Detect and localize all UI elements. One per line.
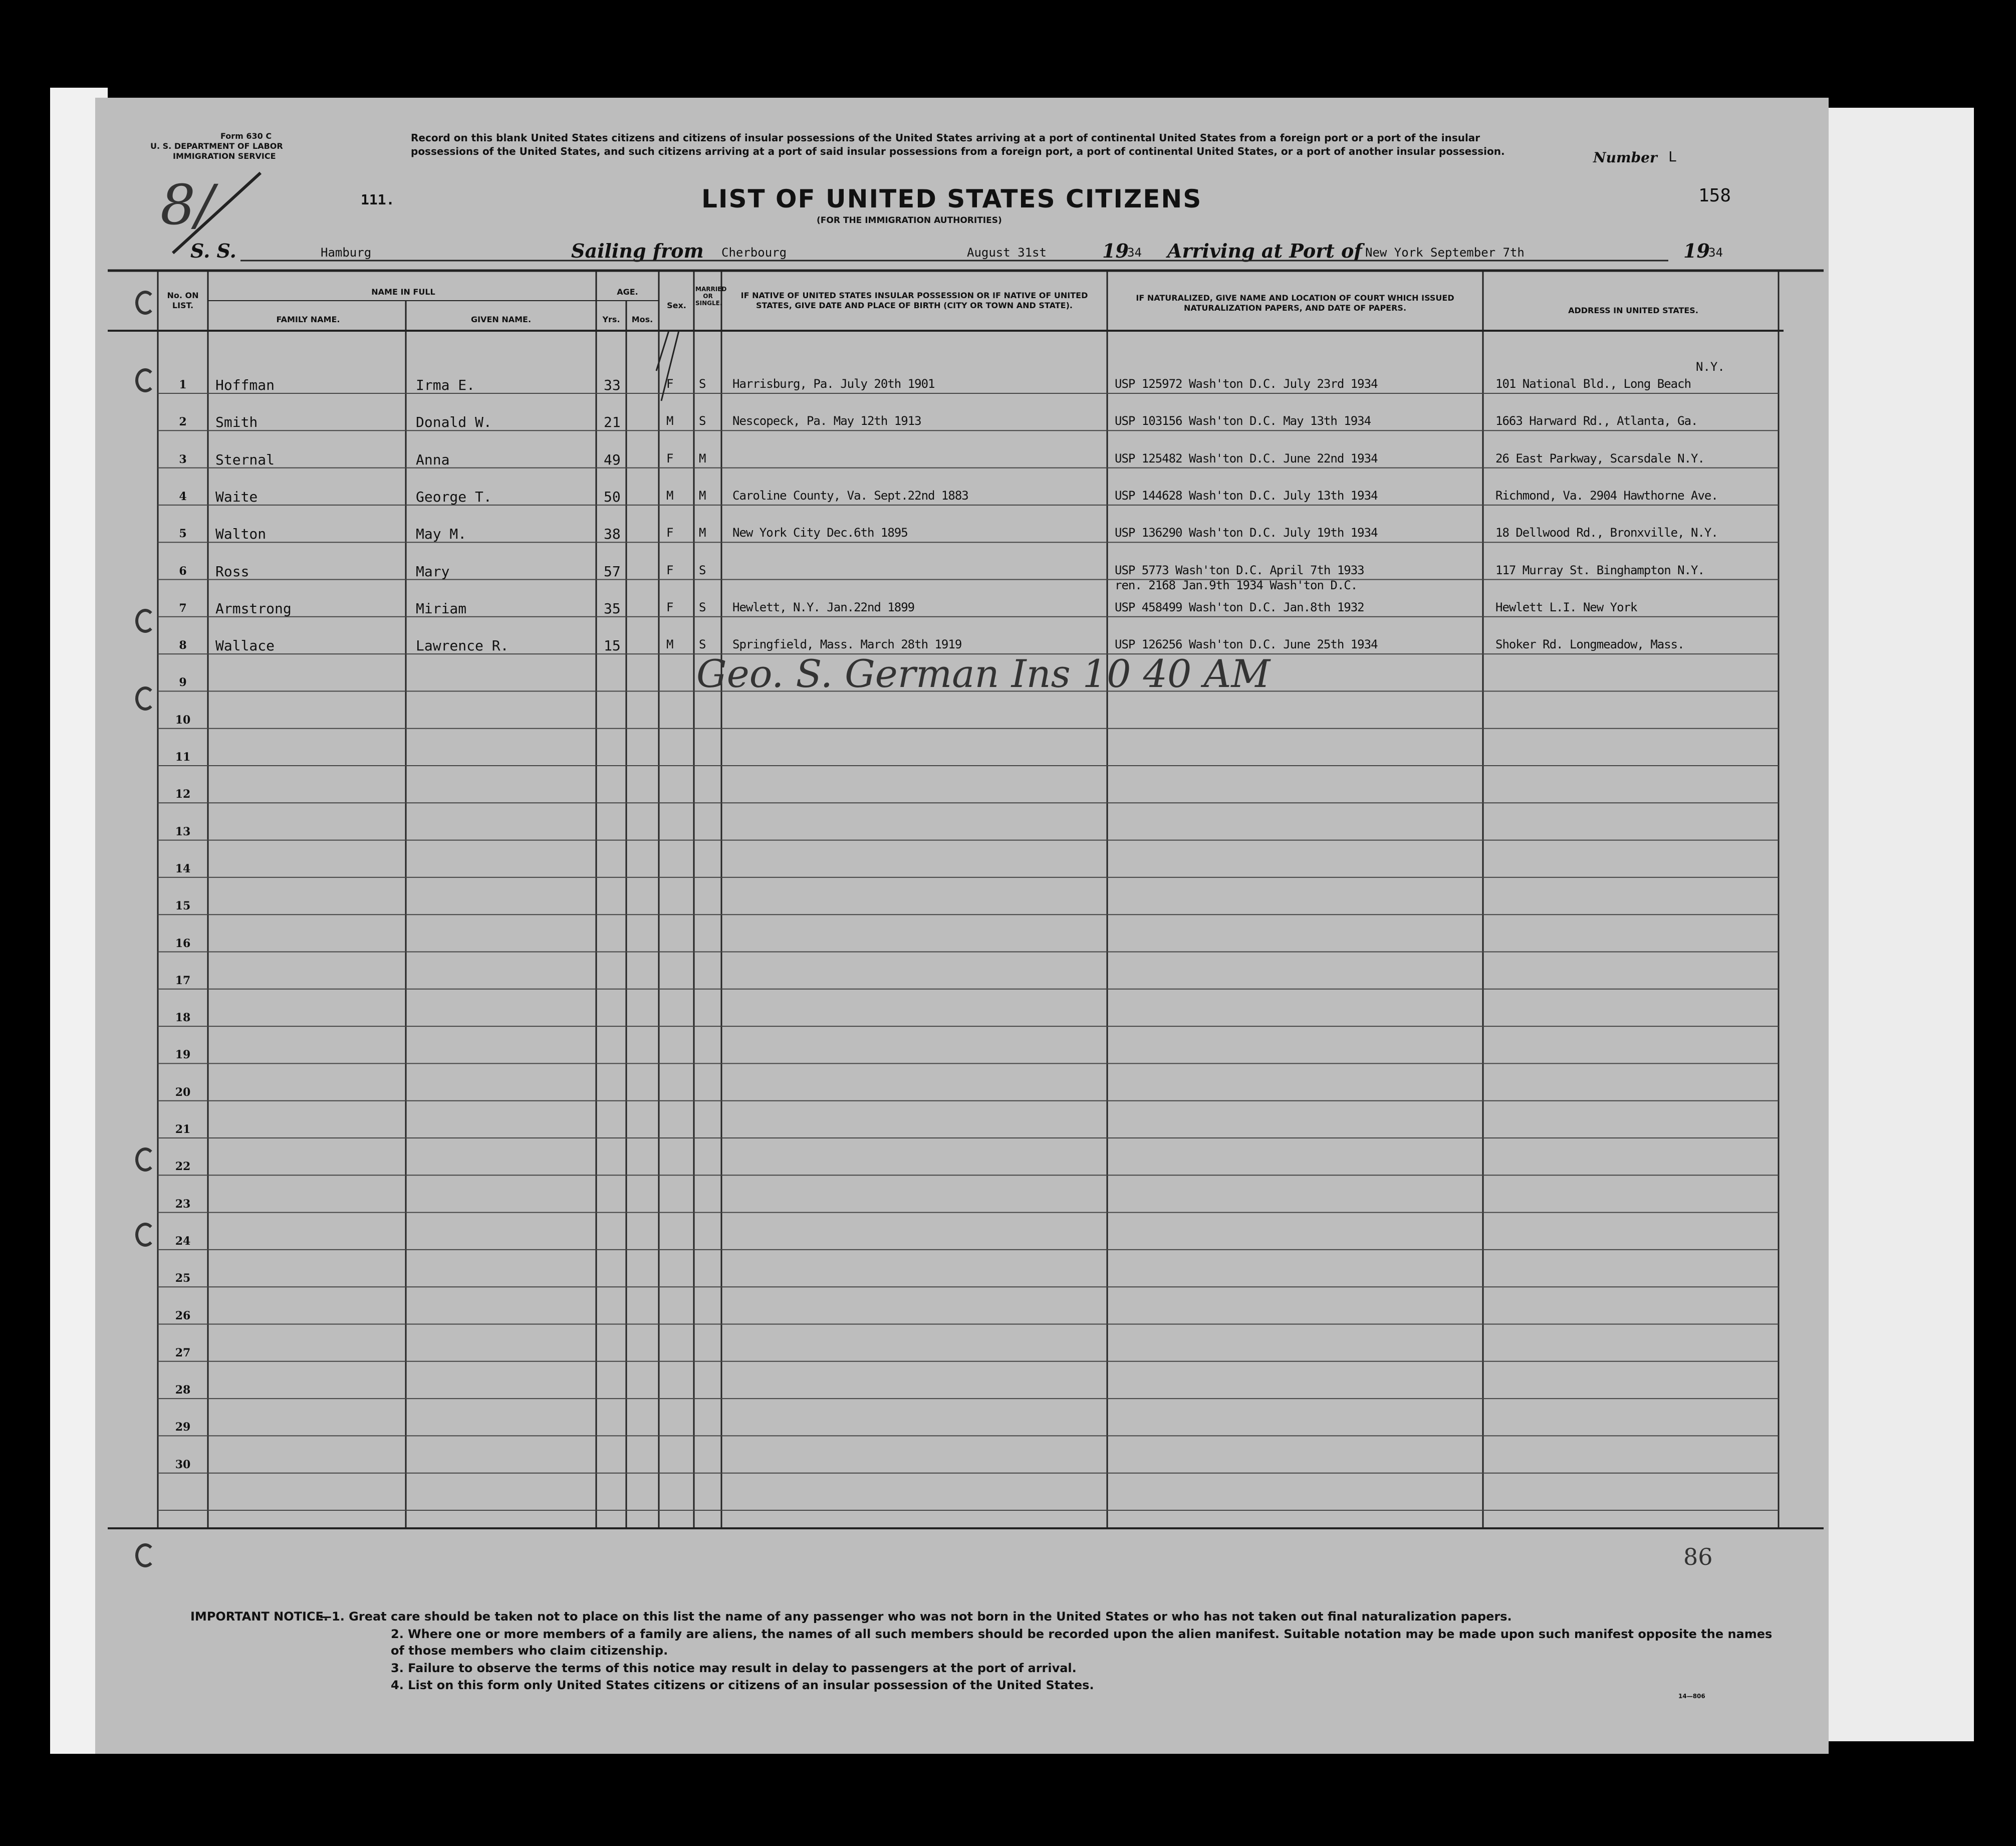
year-prefix: 19 (1102, 240, 1129, 262)
row-number: 3 (179, 452, 187, 466)
given-name-cell: Anna (416, 451, 450, 468)
col-naturalized: IF NATURALIZED, GIVE NAME AND LOCATION OF COURT WHICH ISSUED NATURALIZATION PAPERS, AND DATE OF PAPERS. (1136, 293, 1454, 313)
birthplace-cell: Caroline County, Va. Sept.22nd 1883 (732, 488, 968, 503)
folio-number: 86 (1683, 1543, 1713, 1570)
row-number: 13 (175, 825, 191, 838)
sex-cell: M (666, 414, 674, 428)
family-name-cell: Armstrong (215, 600, 292, 617)
row-number: 9 (179, 676, 187, 689)
col-yrs: Yrs. (602, 315, 620, 324)
address-cell: 26 East Parkway, Scarsdale N.Y. (1495, 451, 1704, 466)
year-suffix: 34 (1127, 246, 1142, 260)
birthplace-cell: Springfield, Mass. March 28th 1919 (732, 637, 962, 652)
col-birth: IF NATIVE OF UNITED STATES INSULAR POSSESSION OR IF NATIVE OF UNITED STATES, GIVE DATE AND PLACE OF BIRTH (CITY OR TOWN AND STATE). (740, 291, 1088, 310)
age-cell: 21 (604, 414, 621, 431)
family-name-cell: Hoffman (215, 377, 275, 393)
row-number: 14 (175, 862, 191, 875)
birthplace-cell: Nescopeck, Pa. May 12th 1913 (732, 414, 921, 428)
col-name-in-full: NAME IN FULL (371, 287, 435, 297)
family-name-cell: Smith (215, 414, 258, 431)
marital-status-cell: S (699, 637, 706, 652)
sailing-from-label: Sailing from (571, 240, 704, 262)
arriving-label: Arriving at Port of (1167, 240, 1362, 262)
row-number: 27 (175, 1346, 191, 1359)
birthplace-cell: New York City Dec.6th 1895 (732, 526, 908, 540)
number-label: Number (1593, 149, 1657, 166)
arrival-year-prefix: 19 (1683, 240, 1710, 262)
naturalization-cell: USP 125972 Wash'ton D.C. July 23rd 1934 (1115, 377, 1378, 391)
row-number: 7 (179, 601, 187, 615)
family-name-cell: Walton (215, 526, 267, 543)
given-name-cell: Irma E. (416, 377, 475, 393)
family-name-cell: Wallace (215, 637, 275, 654)
intro-text: Record on this blank United States citizens and citizens of insular possessions of the United States arriving at a port of continental United States from a foreign port or a port of the insular possessions of the United States, and such citizens arriving at a port of said insular possessions from a foreign port, a port of continental United States, or a port of another insular possession. (411, 132, 1505, 157)
department: U. S. DEPARTMENT OF LABOR (150, 141, 283, 151)
row-number: 21 (175, 1123, 191, 1136)
given-name-cell: Lawrence R. (416, 637, 509, 654)
pen-stroke-icon (173, 173, 261, 253)
address-cell: 18 Dellwood Rd., Bronxville, N.Y. (1495, 526, 1718, 540)
row-number: 22 (175, 1160, 191, 1174)
sailing-from: Cherbourg (721, 246, 787, 260)
notice-item-4: 4. List on this form only United States citizens or citizens of an insular possession of the United States. (391, 1678, 1094, 1692)
naturalization-cell: USP 458499 Wash'ton D.C. Jan.8th 1932 (1115, 600, 1364, 614)
marital-status-cell: S (699, 414, 706, 428)
col-no: No. ON LIST. (167, 291, 199, 310)
inspector-signature: Geo. S. German Ins 10 40 AM (696, 651, 1271, 696)
row-number: 28 (175, 1383, 191, 1397)
row-number: 4 (179, 490, 187, 503)
notice-heading: IMPORTANT NOTICE. (190, 1609, 329, 1624)
row-number: 2 (179, 415, 187, 429)
row-number: 30 (175, 1458, 191, 1471)
row-number: 16 (175, 937, 191, 950)
col-family-name: FAMILY NAME. (276, 315, 340, 324)
page-number: 158 (1698, 185, 1731, 206)
notice-item-3: 3. Failure to observe the terms of this notice may result in delay to passengers at the port of arrival. (391, 1661, 1077, 1675)
ship-name: Hamburg (321, 246, 372, 260)
naturalization-cell: USP 125482 Wash'ton D.C. June 22nd 1934 (1115, 451, 1378, 466)
number-value: L (1668, 148, 1677, 165)
row-number: 8 (179, 639, 187, 652)
row-number: 18 (175, 1011, 191, 1025)
age-cell: 57 (604, 563, 621, 580)
naturalization-cell: USP 103156 Wash'ton D.C. May 13th 1934 (1115, 414, 1371, 428)
marital-status-cell: S (699, 600, 706, 614)
sex-cell: F (666, 451, 674, 466)
address-cell: Shoker Rd. Longmeadow, Mass. (1495, 637, 1684, 652)
naturalization-renewal: ren. 2168 Jan.9th 1934 Wash'ton D.C. (1115, 578, 1358, 592)
col-age: AGE. (617, 287, 638, 297)
row-number: 19 (175, 1048, 191, 1062)
marital-status-cell: S (699, 563, 706, 577)
row-number: 1 (179, 378, 187, 391)
notice-item-1: —1. Great care should be taken not to place on this list the name of any passenger who was not born in the United States or who has not taken out final naturalization papers. (320, 1609, 1512, 1624)
birthplace-cell: Hewlett, N.Y. Jan.22nd 1899 (732, 600, 915, 614)
age-cell: 50 (604, 488, 621, 505)
row-number: 15 (175, 899, 191, 913)
handwritten-mark: 8/ (160, 173, 214, 237)
birthplace-cell: Harrisburg, Pa. July 20th 1901 (732, 377, 935, 391)
col-mos: Mos. (631, 315, 653, 324)
row-number: 12 (175, 788, 191, 801)
row-number: 26 (175, 1309, 191, 1322)
sailing-date: August 31st (967, 246, 1047, 260)
stamp-number: 111. (361, 191, 395, 208)
row-number: 20 (175, 1085, 191, 1099)
form-number: Form 630 C (220, 131, 272, 141)
address-cell: 101 National Bld., Long Beach (1495, 377, 1691, 391)
row-number: 24 (175, 1234, 191, 1248)
naturalization-cell: USP 144628 Wash'ton D.C. July 13th 1934 (1115, 488, 1378, 503)
sex-cell: F (666, 563, 674, 577)
age-cell: 38 (604, 526, 621, 543)
page-title: LIST OF UNITED STATES CITIZENS (701, 184, 1202, 213)
given-name-cell: Mary (416, 563, 450, 580)
address-cell: 117 Murray St. Binghampton N.Y. (1495, 563, 1704, 577)
naturalization-cell: USP 5773 Wash'ton D.C. April 7th 1933 (1115, 563, 1364, 577)
sex-cell: M (666, 488, 674, 503)
row-number: 25 (175, 1272, 191, 1285)
notice-item-2: 2. Where one or more members of a family are aliens, the names of all such members should be recorded upon the alien manifest. Suitable notation may be made upon such manifest opposite the names of those members who claim citizenship. (391, 1627, 1773, 1658)
given-name-cell: May M. (416, 526, 467, 543)
age-cell: 33 (604, 377, 621, 393)
marital-status-cell: M (699, 526, 706, 540)
arrival-year-suffix: 34 (1708, 246, 1723, 260)
address-cell: Richmond, Va. 2904 Hawthorne Ave. (1495, 488, 1718, 503)
age-cell: 49 (604, 451, 621, 468)
marital-status-cell: M (699, 451, 706, 466)
address-cell: 1663 Harward Rd., Atlanta, Ga. (1495, 414, 1698, 428)
col-address: ADDRESS IN UNITED STATES. (1568, 306, 1698, 315)
row-number: 11 (175, 751, 191, 764)
address-cell: Hewlett L.I. New York (1495, 600, 1637, 614)
family-name-cell: Sternal (215, 451, 275, 468)
col-married-single: MARRIED OR SINGLE. (695, 286, 727, 307)
sex-cell: F (666, 600, 674, 614)
age-cell: 15 (604, 637, 621, 654)
naturalization-cell: USP 126256 Wash'ton D.C. June 25th 1934 (1115, 637, 1378, 652)
family-name-cell: Waite (215, 488, 258, 505)
sex-cell: F (666, 377, 674, 391)
given-name-cell: Miriam (416, 600, 467, 617)
row-number: 5 (179, 527, 187, 541)
col-sex: Sex. (667, 301, 686, 310)
row-number: 6 (179, 564, 187, 578)
row-number: 10 (175, 713, 191, 727)
page-subtitle: (FOR THE IMMIGRATION AUTHORITIES) (817, 215, 1002, 225)
marital-status-cell: S (699, 377, 706, 391)
arrival-port: New York September 7th (1365, 246, 1525, 260)
footer-code: 14—806 (1678, 1693, 1705, 1700)
given-name-cell: Donald W. (416, 414, 492, 431)
row-number: 29 (175, 1421, 191, 1434)
sex-cell: M (666, 637, 674, 652)
row-number: 23 (175, 1197, 191, 1211)
sex-cell: F (666, 526, 674, 540)
col-given-name: GIVEN NAME. (470, 315, 532, 324)
given-name-cell: George T. (416, 488, 492, 505)
marital-status-cell: M (699, 488, 706, 503)
family-name-cell: Ross (215, 563, 249, 580)
age-cell: 35 (604, 600, 621, 617)
row-number: 17 (175, 974, 191, 987)
ss-label: S. S. (190, 240, 236, 262)
naturalization-cell: USP 136290 Wash'ton D.C. July 19th 1934 (1115, 526, 1378, 540)
address-continuation: N.Y. (1696, 360, 1725, 374)
service: IMMIGRATION SERVICE (173, 151, 276, 161)
